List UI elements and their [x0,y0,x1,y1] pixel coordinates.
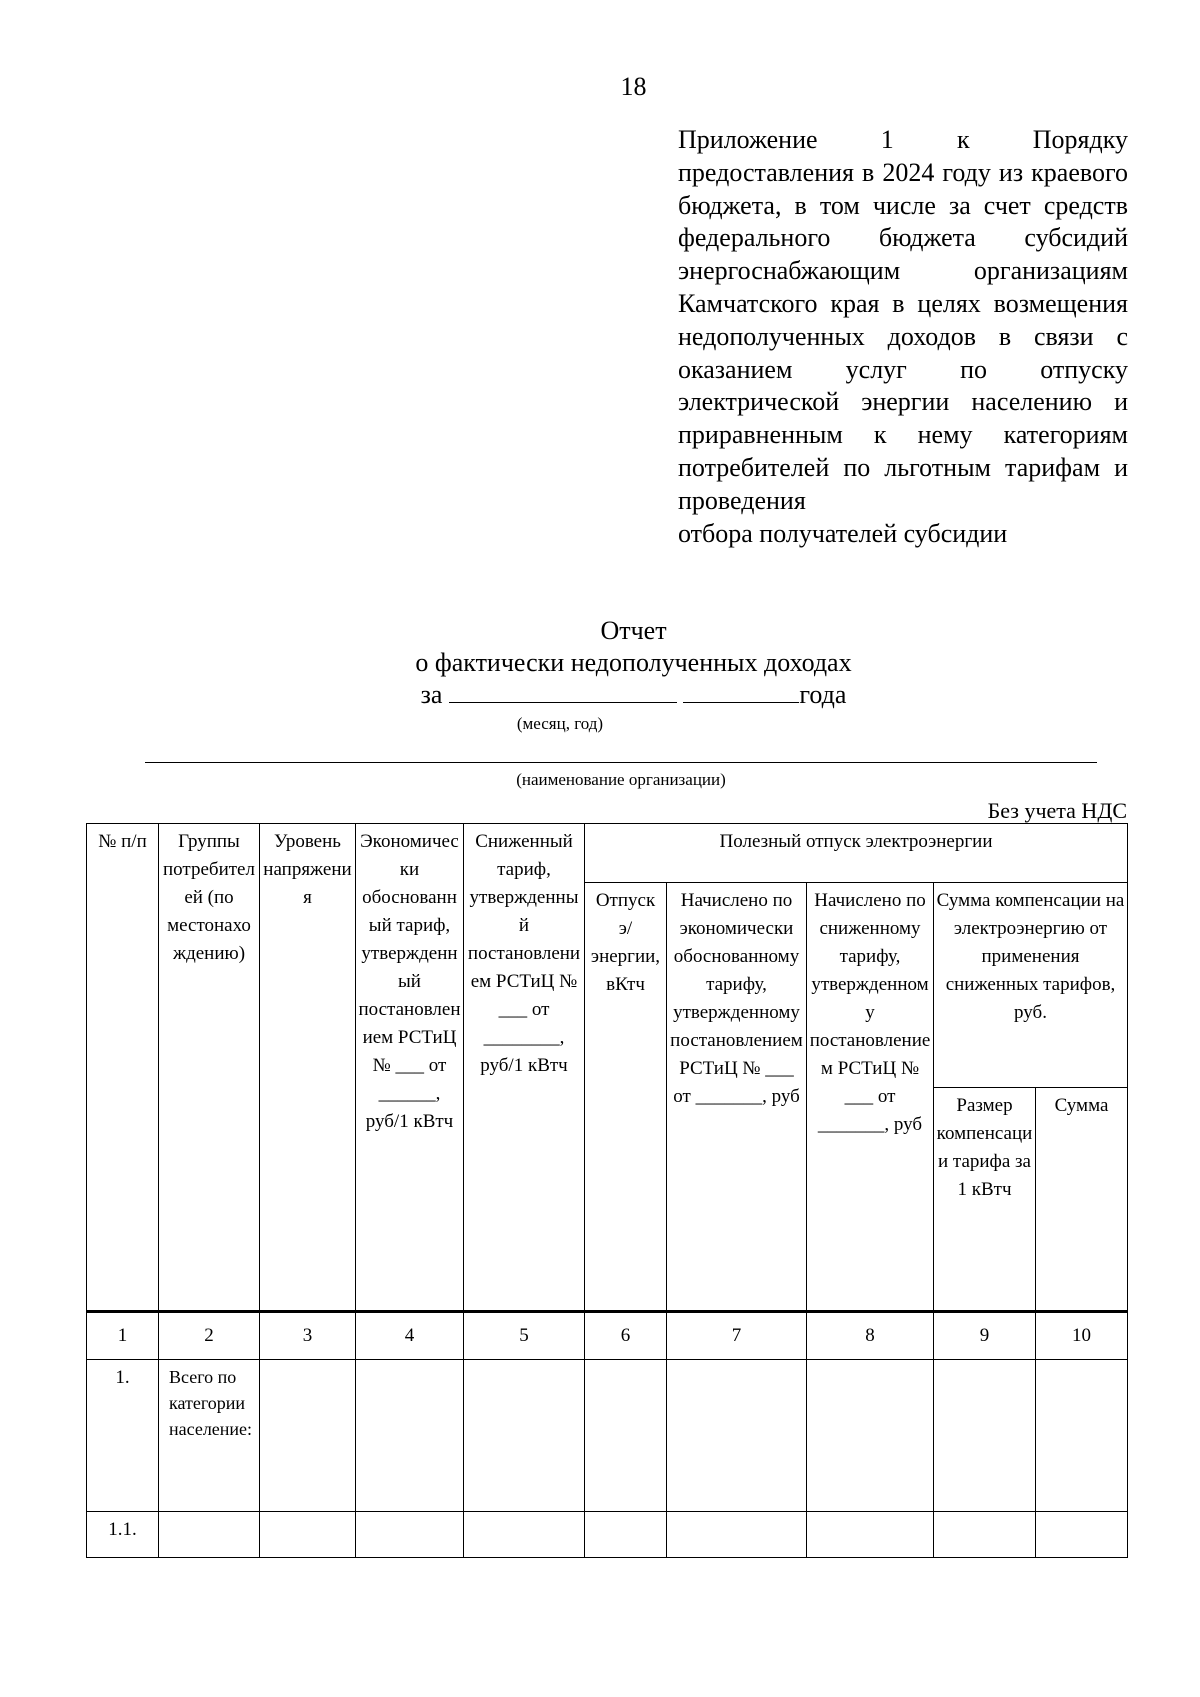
column-number: 5 [464,1312,585,1360]
column-number: 6 [585,1312,667,1360]
header-consumer-groups: Группы потребителей (по местонахождению) [159,824,260,1312]
vat-note: Без учета НДС [987,798,1127,823]
table-cell[interactable] [260,1512,356,1558]
header-voltage-level: Уровень напряжения [260,824,356,1312]
column-number: 3 [260,1312,356,1360]
header-charged-reduced: Начислено по сниженному тарифу, утвержденному постановлением РСТиЦ № ___ от _______, руб [807,883,934,1312]
column-number: 4 [356,1312,464,1360]
period-suffix: года [799,680,847,709]
table-cell[interactable] [1036,1360,1128,1512]
table-cell[interactable] [934,1360,1036,1512]
column-number: 9 [934,1312,1036,1360]
column-number: 10 [1036,1312,1128,1360]
header-compensation-sum: Сумма компенсации на электроэнергию от применения сниженных тарифов, руб. [934,883,1128,1088]
header-number: № п/п [87,824,159,1312]
period-prefix: за [420,680,443,709]
table-cell[interactable] [464,1360,585,1512]
column-number-row [87,1312,1128,1360]
row-group-label: Всего по категории население: [159,1360,260,1512]
header-compensation-rate: Размер компенсации тарифа за 1 кВтч [934,1088,1036,1312]
table-cell[interactable] [464,1512,585,1558]
header-row-1 [87,824,1128,883]
report-title-block [0,615,1200,711]
table-cell[interactable] [807,1360,934,1512]
header-supply-kwh: Отпуск э/энергии, вКтч [585,883,667,1312]
annex-reference [678,124,1128,550]
header-sum: Сумма [1036,1088,1128,1312]
row-number: 1. [87,1360,159,1512]
header-reduced-tariff: Сниженный тариф, утвержденный постановлением РСТиЦ № ___ от ________, руб/1 кВтч [464,824,585,1312]
month-blank[interactable] [449,682,677,703]
table-cell[interactable] [1036,1512,1128,1558]
column-number: 7 [667,1312,807,1360]
organization-name-line[interactable] [145,762,1097,763]
year-blank[interactable] [683,682,799,703]
table-cell[interactable] [356,1512,464,1558]
table-cell[interactable] [356,1360,464,1512]
column-number: 2 [159,1312,260,1360]
table-row [87,1512,1128,1558]
period-hint: (месяц, год) [516,714,604,733]
report-title: Отчет [600,616,667,645]
organization-hint: (наименование организации) [516,770,726,789]
annex-text-last-line: отбора получателей субсидии [678,518,1008,548]
report-subtitle: о фактически недополученных доходах [415,648,852,677]
table-cell[interactable] [667,1512,807,1558]
header-useful-supply: Полезный отпуск электроэнергии [585,824,1128,883]
annex-text: Приложение 1 к Порядку предоставления в 2024 году из краевого бюджета, в том числе за счет средств федерального бюджета субсидий энергоснабжающим организациям Камчатского края в целях возмещения недополученных доходов в связи с оказанием услуг по отпуску электрической энергии населению и приравненным к нему категориям потребителей по льготным тарифам и проведения [678,125,1128,515]
row-number: 1.1. [87,1512,159,1558]
report-period [0,679,1200,711]
column-number: 1 [87,1312,159,1360]
header-charged-economic: Начислено по экономически обоснованному тарифу, утвержденному постановлением РСТиЦ № ___ от _______, руб [667,883,807,1312]
page-number: 18 [620,72,647,101]
column-number: 8 [807,1312,934,1360]
header-economic-tariff: Экономически обоснованный тариф, утвержденный постановлением РСТиЦ № ___ от ______, руб/1 кВтч [356,824,464,1312]
row-group-label[interactable] [159,1512,260,1558]
report-table [86,823,1128,1558]
table-cell[interactable] [260,1360,356,1512]
table-row [87,1360,1128,1512]
table-cell[interactable] [585,1512,667,1558]
table-cell[interactable] [667,1360,807,1512]
table-cell[interactable] [807,1512,934,1558]
table-cell[interactable] [585,1360,667,1512]
table-cell[interactable] [934,1512,1036,1558]
